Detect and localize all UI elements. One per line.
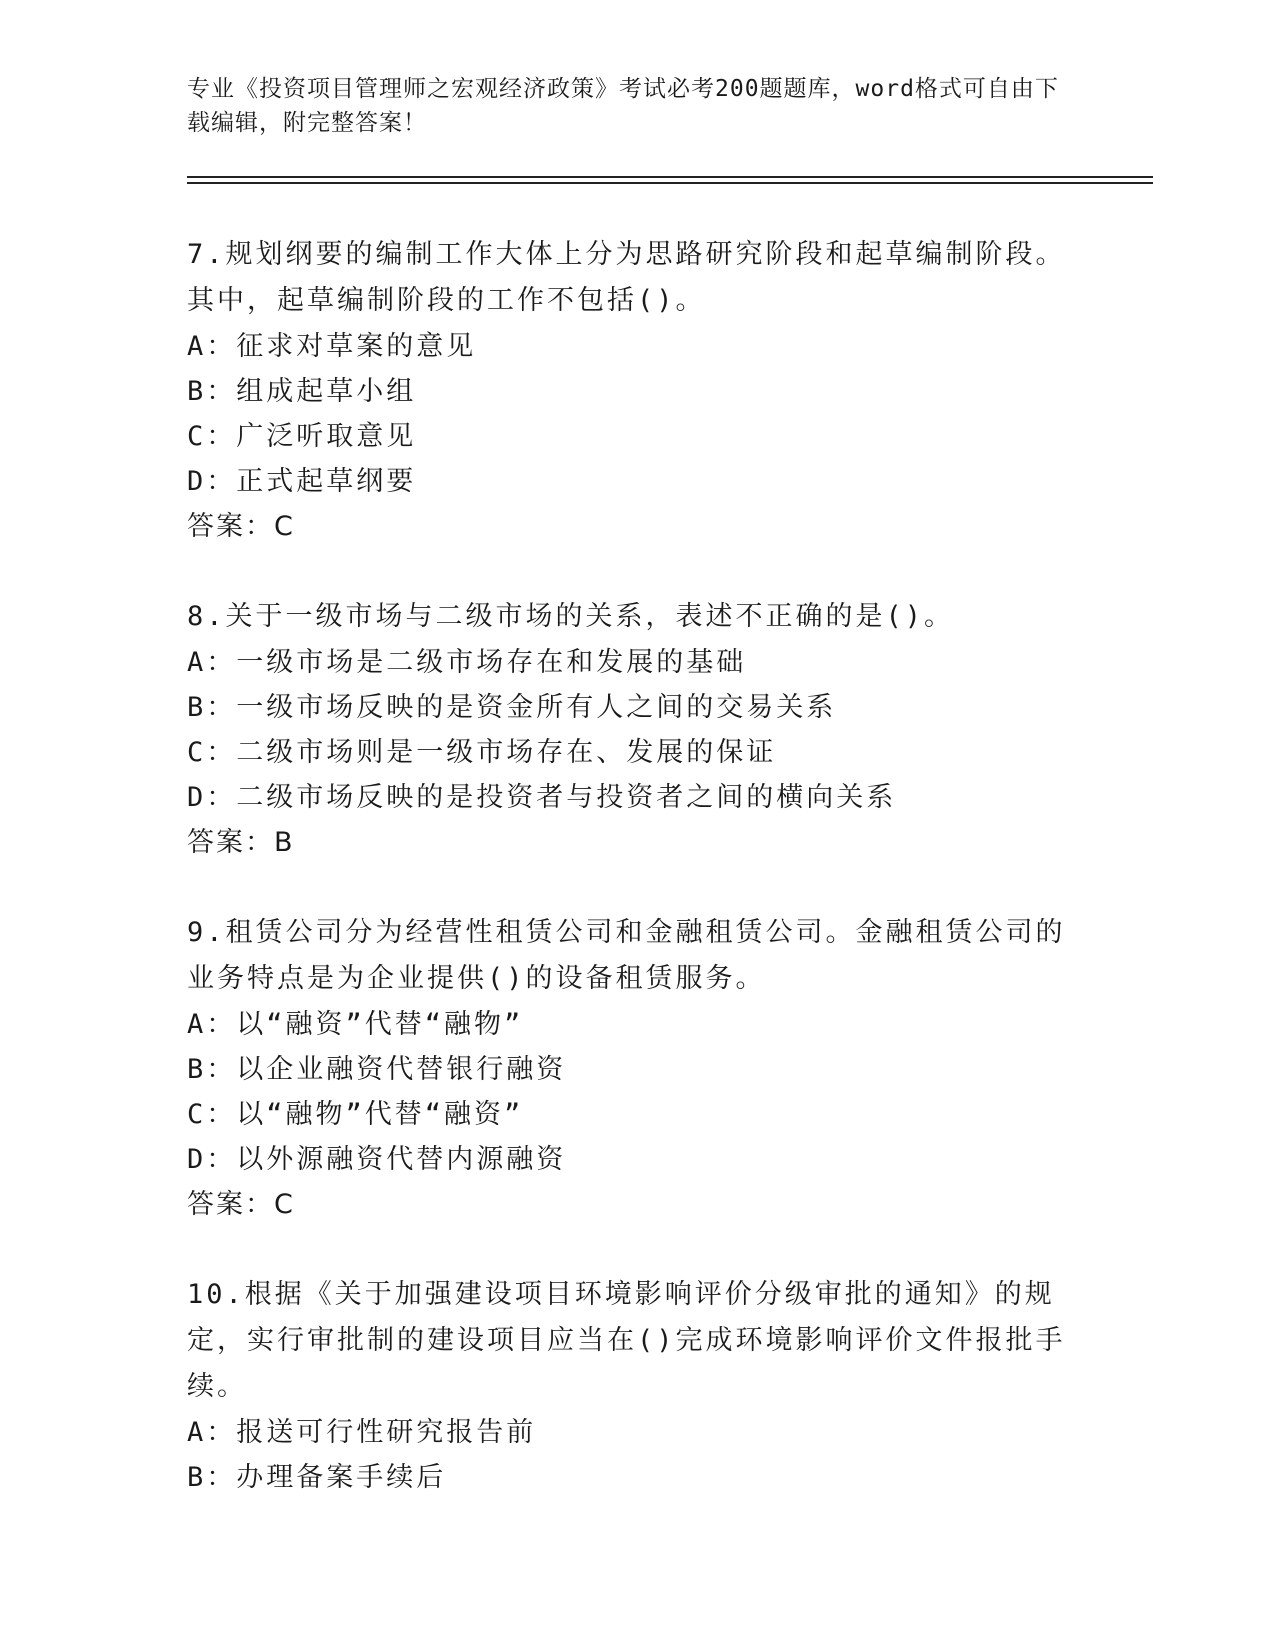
- document-intro: 专业《投资项目管理师之宏观经济政策》考试必考200题题库，word格式可自由下载编辑，附完整答案！: [187, 76, 1059, 136]
- question-10: [187, 1272, 1067, 1500]
- question-stem: 7.规划纲要的编制工作大体上分为思路研究阶段和起草编制阶段。其中，起草编制阶段的工作不包括()。: [187, 239, 1066, 316]
- question-stem: 8.关于一级市场与二级市场的关系，表述不正确的是()。: [187, 601, 955, 632]
- option-a: A：报送可行性研究报告前: [187, 1417, 537, 1448]
- option-c: C：广泛听取意见: [187, 421, 417, 452]
- option-a: A：一级市场是二级市场存在和发展的基础: [187, 647, 747, 678]
- question-7: [187, 232, 1067, 550]
- option-b: B：办理备案手续后: [187, 1462, 447, 1493]
- option-a: A：以“融资”代替“融物”: [187, 1009, 524, 1040]
- option-c: C：二级市场则是一级市场存在、发展的保证: [187, 737, 777, 768]
- option-a: A：征求对草案的意见: [187, 331, 477, 362]
- option-c: C：以“融物”代替“融资”: [187, 1099, 524, 1130]
- question-list: [187, 232, 1067, 1544]
- option-b: B：一级市场反映的是资金所有人之间的交易关系: [187, 692, 837, 723]
- answer: 答案：C: [187, 1189, 295, 1220]
- question-stem: 9.租赁公司分为经营性租赁公司和金融租赁公司。金融租赁公司的业务特点是为企业提供()的设备租赁服务。: [187, 917, 1066, 994]
- option-d: D：以外源融资代替内源融资: [187, 1144, 567, 1175]
- header-divider-bottom: [187, 182, 1153, 184]
- option-d: D：二级市场反映的是投资者与投资者之间的横向关系: [187, 782, 897, 813]
- answer: 答案：C: [187, 511, 295, 542]
- answer: 答案：B: [187, 827, 295, 858]
- option-b: B：组成起草小组: [187, 376, 417, 407]
- option-d: D：正式起草纲要: [187, 466, 417, 497]
- question-stem: 10.根据《关于加强建设项目环境影响评价分级审批的通知》的规定，实行审批制的建设项目应当在()完成环境影响评价文件报批手续。: [187, 1279, 1066, 1402]
- header-divider-top: [187, 176, 1153, 178]
- question-8: [187, 594, 1067, 866]
- option-b: B：以企业融资代替银行融资: [187, 1054, 567, 1085]
- question-9: [187, 910, 1067, 1228]
